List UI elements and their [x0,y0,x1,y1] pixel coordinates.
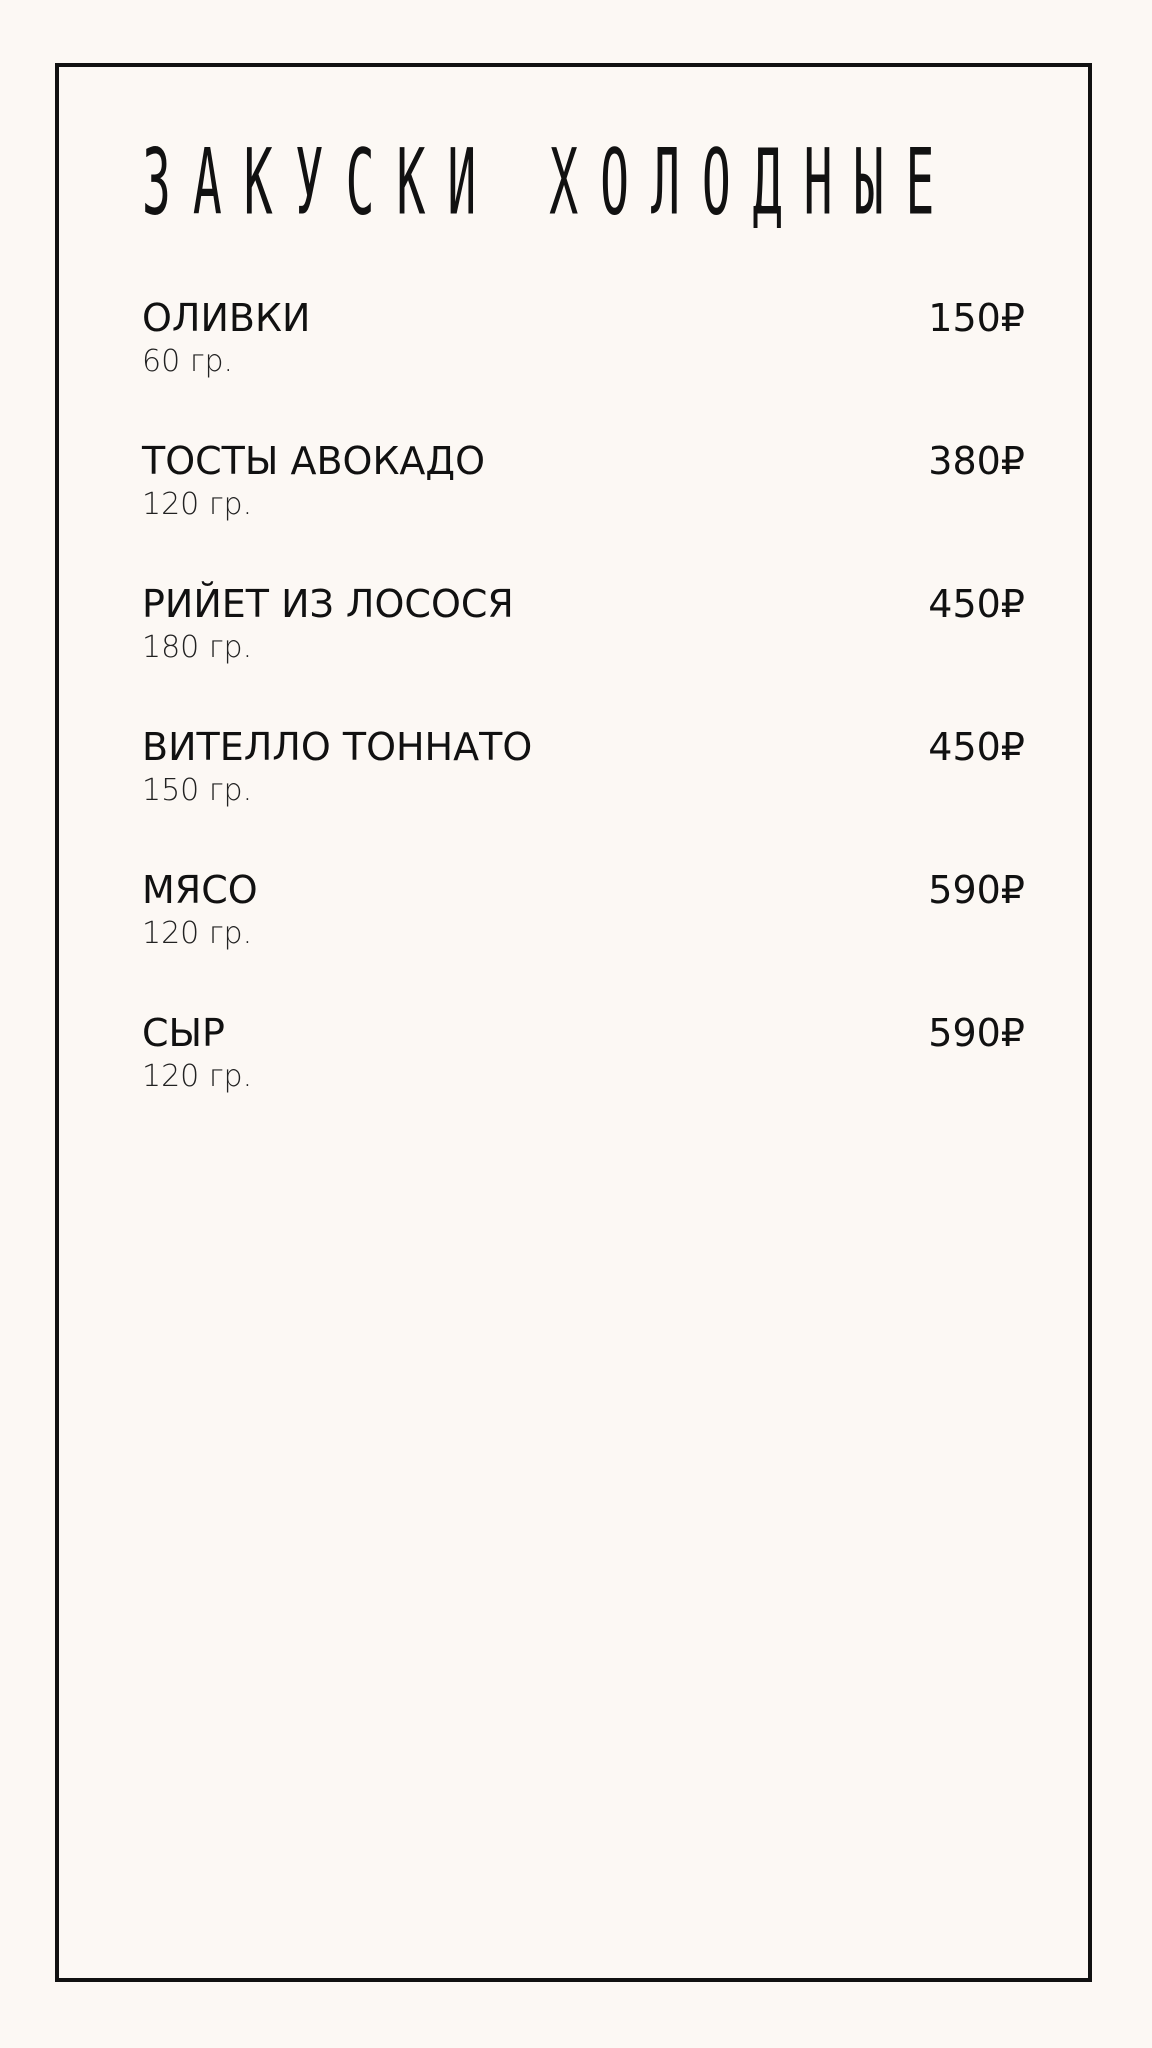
menu-item-olives [142,287,1025,430]
item-weight: 120 гр. [142,1059,253,1094]
item-weight: 120 гр. [142,487,253,522]
item-name: РИЙЕТ ИЗ ЛОСОСЯ [142,582,514,626]
item-weight: 120 гр. [142,916,253,951]
item-price: 380₽ [928,439,1025,483]
item-price: 450₽ [928,582,1025,626]
menu-list [142,287,1025,1145]
item-weight: 60 гр. [142,344,234,379]
item-name: ТОСТЫ АВОКАДО [142,439,486,483]
menu-item-avocado-toast [142,430,1025,573]
menu-item-vitello-tonnato [142,716,1025,859]
item-name: СЫР [142,1011,225,1055]
item-weight: 180 гр. [142,630,253,665]
item-price: 590₽ [928,1011,1025,1055]
item-name: ВИТЕЛЛО ТОННАТО [142,725,533,769]
item-name: ОЛИВКИ [142,296,311,340]
menu-item-salmon-rillettes [142,573,1025,716]
item-price: 590₽ [928,868,1025,912]
item-weight: 150 гр. [142,773,253,808]
item-price: 450₽ [928,725,1025,769]
menu-item-cheese [142,1002,1025,1145]
menu-item-meat [142,859,1025,1002]
item-price: 150₽ [928,296,1025,340]
item-name: МЯСО [142,868,258,912]
menu-title: ЗАКУСКИ ХОЛОДНЫЕ [142,129,957,237]
